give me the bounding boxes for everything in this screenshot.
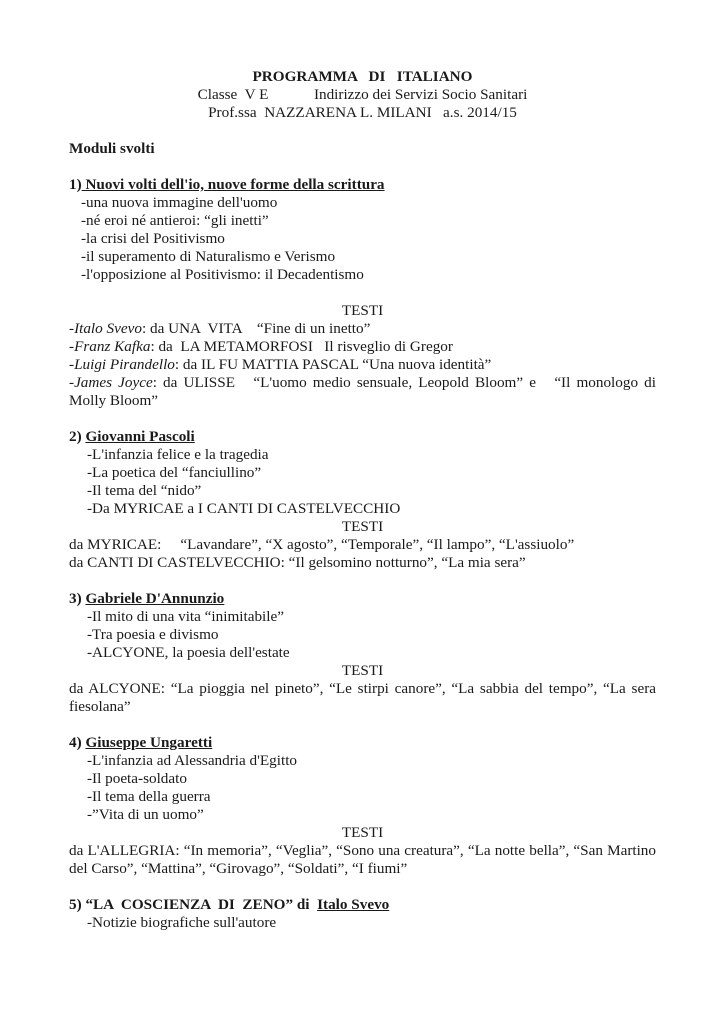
module-3-number: 3) xyxy=(69,590,82,607)
module-1-text: -Italo Svevo: da UNA VITA “Fine di un inetto” xyxy=(69,320,371,337)
teacher-info: Prof.ssa NAZZARENA L. MILANI a.s. 2014/15 xyxy=(208,104,517,121)
author-name: Luigi Pirandello xyxy=(74,356,175,373)
module-1-item: -una nuova immagine dell'uomo xyxy=(81,194,278,211)
document-title: PROGRAMMA DI ITALIANO xyxy=(252,68,473,85)
module-3-item: -Il mito di una vita “inimitabile” xyxy=(87,608,284,625)
module-1-testi-label: TESTI xyxy=(341,302,384,319)
module-2-heading xyxy=(69,428,656,446)
module-4-text: da L'ALLEGRIA: “In memoria”, “Veglia”, “Sono una creatura”, “La notte bella”, “San Martino del Carso”, “Mattina”, “Girovago”, “Soldati”, “I fiumi” xyxy=(69,842,656,877)
module-1-number: 1) xyxy=(69,176,82,193)
module-1-item: -né eroi né antieroi: “gli inetti” xyxy=(81,212,269,229)
module-1-item: -la crisi del Positivismo xyxy=(81,230,225,247)
module-3-title: Gabriele D'Annunzio xyxy=(85,590,225,607)
module-1-text: -Luigi Pirandello: da IL FU MATTIA PASCAL “Una nuova identità” xyxy=(69,356,492,373)
module-4-heading xyxy=(69,734,656,752)
module-1-text: -Franz Kafka: da LA METAMORFOSI Il risveglio di Gregor xyxy=(69,338,453,355)
module-5-heading xyxy=(69,896,656,914)
module-1-text: -James Joyce: da ULISSE “L'uomo medio sensuale, Leopold Bloom” e “Il monologo di Molly Bloom” xyxy=(69,374,660,409)
module-2-text: da CANTI DI CASTELVECCHIO: “Il gelsomino notturno”, “La mia sera” xyxy=(69,554,526,571)
module-4-number: 4) xyxy=(69,734,82,751)
module-5-number: 5) xyxy=(69,896,82,913)
module-4-item: -L'infanzia ad Alessandria d'Egitto xyxy=(87,752,298,769)
module-4-item: -Il poeta-soldato xyxy=(87,770,187,787)
author-name: Italo Svevo xyxy=(74,320,142,337)
module-5-title: “LA COSCIENZA DI ZENO” di xyxy=(81,896,318,913)
module-3-item: -ALCYONE, la poesia dell'estate xyxy=(87,644,290,661)
module-1-item: -l'opposizione al Positivismo: il Decadentismo xyxy=(81,266,364,283)
module-2-number: 2) xyxy=(69,428,82,445)
module-5-author: Italo Svevo xyxy=(317,896,390,913)
module-2-testi-label: TESTI xyxy=(341,518,384,535)
module-2-item: -Da MYRICAE a I CANTI DI CASTELVECCHIO xyxy=(87,500,401,517)
module-2-item: -Il tema del “nido” xyxy=(87,482,202,499)
module-2-item: -La poetica del “fanciullino” xyxy=(87,464,262,481)
module-4-title: Giuseppe Ungaretti xyxy=(85,734,213,751)
module-1-title: Nuovi volti dell'io, nuove forme della scrittura xyxy=(81,176,385,193)
module-4-item: -Il tema della guerra xyxy=(87,788,211,805)
module-1-heading xyxy=(69,176,656,194)
module-4-item: -”Vita di un uomo” xyxy=(87,806,204,823)
module-3-text: da ALCYONE: “La pioggia nel pineto”, “Le stirpi canore”, “La sabbia del tempo”, “La sera fiesolana” xyxy=(69,680,656,715)
author-name: Franz Kafka xyxy=(74,338,151,355)
module-5-item: -Notizie biografiche sull'autore xyxy=(87,914,277,931)
module-2-item: -L'infanzia felice e la tragedia xyxy=(87,446,269,463)
module-4-testi-label: TESTI xyxy=(341,824,384,841)
module-1-item: -il superamento di Naturalismo e Verismo xyxy=(81,248,336,265)
moduli-heading: Moduli svolti xyxy=(69,140,155,157)
module-3-testi-label: TESTI xyxy=(341,662,384,679)
module-2-text: da MYRICAE: “Lavandare”, “X agosto”, “Temporale”, “Il lampo”, “L'assiuolo” xyxy=(69,536,575,553)
author-name: James Joyce xyxy=(74,374,153,391)
module-3-heading xyxy=(69,590,656,608)
module-3-item: -Tra poesia e divismo xyxy=(87,626,219,643)
class-info: Classe V E Indirizzo dei Servizi Socio Sanitari xyxy=(197,86,528,103)
module-2-title: Giovanni Pascoli xyxy=(85,428,195,445)
